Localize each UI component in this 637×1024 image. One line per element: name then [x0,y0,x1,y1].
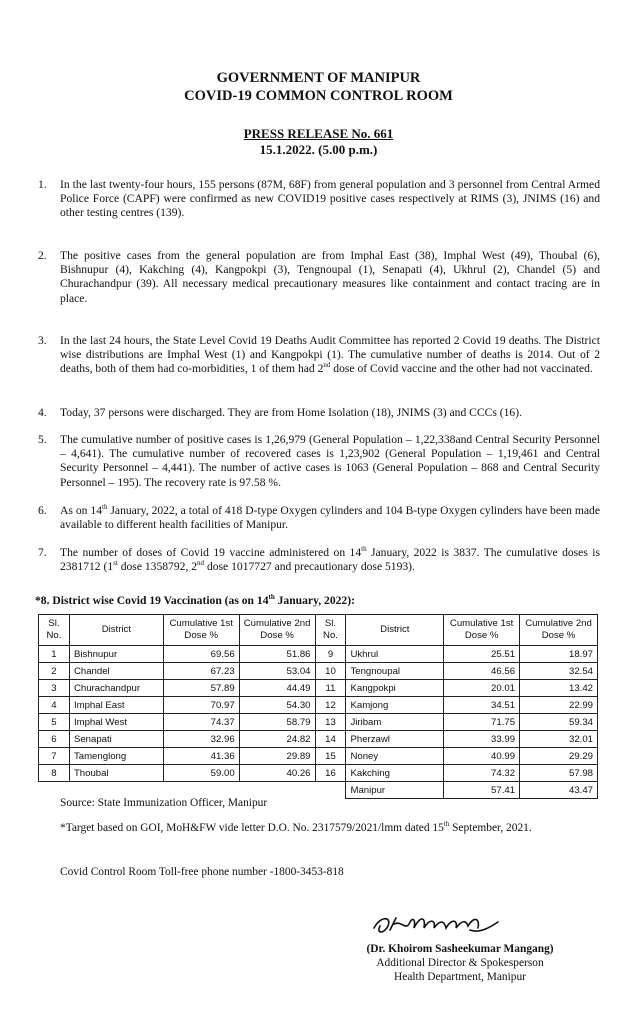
superscript: nd [197,559,205,568]
table-cell: 3 [39,680,70,697]
paragraph-text [60,334,600,377]
table-cell: 58.79 [239,714,315,731]
press-release-number: PRESS RELEASE No. 661 [243,126,394,141]
table-cell: Churachandpur [69,680,163,697]
table-cell: 14 [315,731,346,748]
paragraph-text: Today, 37 persons were discharged. They are from Home Isolation (18), JNIMS (3) and CCCs (16). [60,406,522,419]
text-part: In the last 24 hours, the State Level Covid 19 Deaths Audit Committee has reported 2 Covid 19 deaths. The District wise distributions are Imphal West (1) and Kangpokpi (1). The cumulative number of deaths is 2014. Out of 2 deaths, both of them had co-morbidities, 1 of them had 2 [60,334,600,376]
text-part: September, 2021. [449,822,532,834]
table-cell: 13 [315,714,346,731]
table-cell: 69.56 [163,646,239,663]
table-cell: 9 [315,646,346,663]
table-cell: 1 [39,646,70,663]
column-header: Cumulative 2nd Dose % [520,615,598,646]
vaccination-table [38,614,598,799]
table-cell: Manipur [346,782,444,799]
helpline: Covid Control Room Toll-free phone number -1800-3453-818 [60,866,344,878]
table-row [39,731,598,748]
table-row [39,748,598,765]
paragraph-number: 6. [38,504,47,517]
table-cell: 57.98 [520,765,598,782]
table-cell-empty [39,782,346,799]
table-cell: Tengnoupal [346,663,444,680]
table-row [39,697,598,714]
table-cell: Kakching [346,765,444,782]
table-cell: 71.75 [444,714,520,731]
table-row [39,714,598,731]
paragraph-number: 3. [38,334,47,347]
table-source: Source: State Immunization Officer, Manipur [60,797,268,809]
table-cell: 67.23 [163,663,239,680]
signatory-department: Health Department, Manipur [394,971,526,983]
table-cell: Tamenglong [69,748,163,765]
table-cell: 33.99 [444,731,520,748]
press-release-title [0,126,637,141]
table-cell: Pherzawl [346,731,444,748]
table-cell: 43.47 [520,782,598,799]
table-cell: Kangpokpi [346,680,444,697]
text-part: *8. District wise Covid 19 Vaccination (as on 14 [35,594,269,607]
table-cell: 57.89 [163,680,239,697]
text-part: *Target based on GOI, MoH&FW vide letter D.O. No. 2317579/2021/lmm dated 15 [60,822,444,834]
paragraph-text [60,504,600,532]
table-cell: 2 [39,663,70,680]
signature [370,908,520,942]
paragraph-number: 5. [38,433,47,446]
table-cell: 20.01 [444,680,520,697]
table-row [39,765,598,782]
signatory-designation: Additional Director & Spokesperson [376,957,544,969]
superscript: nd [323,361,331,370]
header-control-room: COVID-19 COMMON CONTROL ROOM [184,88,453,104]
column-header: Sl. No. [39,615,70,646]
table-total-row [39,782,598,799]
table-cell: 8 [39,765,70,782]
table-cell: 59.00 [163,765,239,782]
signatory-name: (Dr. Khoirom Sasheekumar Mangang) [366,943,554,955]
paragraph-number: 4. [38,406,47,419]
column-header: Sl. No. [315,615,346,646]
table-cell: 13.42 [520,680,598,697]
superscript: th [268,593,275,602]
superscript: st [113,559,118,568]
vaccination-table-title [35,594,355,607]
text-part: dose 1358792, 2 [117,560,198,574]
table-header-row [39,615,598,646]
superscript: th [443,820,450,829]
table-cell: 44.49 [239,680,315,697]
paragraph-text: The positive cases from the general population are from Imphal East (38), Imphal West (49), Thoubal (6), Bishnupur (4), Kakching (4), Kangpokpi (3), Tengnoupal (1), Senapati (4), Ukhrul (2), Chandel (5) and Churachandpur (39). All necessary medical precautionary measures like containment and contact tracing are in place. [60,249,600,305]
text-part: January, 2022 is 3837. The cumulative doses is 2381712 (1 [60,546,600,574]
press-release-datetime: 15.1.2022. (5.00 p.m.) [259,142,378,157]
table-cell: Thoubal [69,765,163,782]
table-cell: 4 [39,697,70,714]
paragraph-number: 1. [38,178,47,191]
paragraph-text: In the last twenty-four hours, 155 persons (87M, 68F) from general population and 3 personnel from Central Armed Police Force (CAPF) were confirmed as new COVID19 positive cases respectively at RIMS (3), JNIMS (16) and other testing centres (139). [60,178,600,220]
table-cell: 32.96 [163,731,239,748]
table-cell: 29.89 [239,748,315,765]
text-part: The number of doses of Covid 19 vaccine administered on 14 [60,546,362,559]
table-cell: 74.32 [444,765,520,782]
paragraph-number: 7. [38,546,47,559]
table-cell: 16 [315,765,346,782]
table-cell: 46.56 [444,663,520,680]
table-cell: 34.51 [444,697,520,714]
text-part: January, 2022): [274,594,355,607]
table-cell: 24.82 [239,731,315,748]
table-cell: Chandel [69,663,163,680]
paragraph-text: The cumulative number of positive cases is 1,26,979 (General Population – 1,22,338and Central Security Personnel – 4,641). The cumulative number of recovered cases is 1,23,902 (General Population – 1,19,461 and Central Security Personnel – 4,441). The number of active cases is 1063 (General Population – 868 and Central Security Personnel – 195). The recovery rate is 97.58 %. [60,433,600,489]
table-cell: 32.01 [520,731,598,748]
table-cell: Noney [346,748,444,765]
text-part: January, 2022, a total of 418 D-type Oxygen cylinders and 104 B-type Oxygen cylinders have been made available to different health facilities of Manipur. [60,504,600,532]
table-cell: Imphal East [69,697,163,714]
table-cell: 74.37 [163,714,239,731]
table-cell: 6 [39,731,70,748]
table-cell: 70.97 [163,697,239,714]
table-cell: 10 [315,663,346,680]
superscript: th [102,503,108,512]
table-cell: 12 [315,697,346,714]
table-cell: 40.26 [239,765,315,782]
column-header: Cumulative 2nd Dose % [239,615,315,646]
table-row [39,646,598,663]
table-cell: Ukhrul [346,646,444,663]
table-cell: 53.04 [239,663,315,680]
footnote [60,822,532,834]
column-header: District [69,615,163,646]
table-cell: 51.86 [239,646,315,663]
table-cell: 7 [39,748,70,765]
header-government: GOVERNMENT OF MANIPUR [216,70,421,86]
table-cell: 25.51 [444,646,520,663]
table-row [39,680,598,697]
text-part: dose 1017727 and precautionary dose 5193). [204,560,415,574]
table-cell: 29.29 [520,748,598,765]
table-row [39,663,598,680]
table-cell: 11 [315,680,346,697]
column-header: District [346,615,444,646]
table-cell: Jiribam [346,714,444,731]
text-part: dose of Covid vaccine and the other had not vaccinated. [330,362,593,376]
table-cell: 15 [315,748,346,765]
column-header: Cumulative 1st Dose % [163,615,239,646]
table-cell: 57.41 [444,782,520,799]
paragraph-text [60,546,600,574]
table-cell: Imphal West [69,714,163,731]
table-cell: Senapati [69,731,163,748]
table-cell: 22.99 [520,697,598,714]
table-cell: Kamjong [346,697,444,714]
paragraph-number: 2. [38,249,47,262]
table-cell: 54.30 [239,697,315,714]
text-part: As on 14 [60,504,102,517]
table-cell: 18.97 [520,646,598,663]
table-cell: 5 [39,714,70,731]
column-header: Cumulative 1st Dose % [444,615,520,646]
table-cell: 40.99 [444,748,520,765]
table-cell: Bishnupur [69,646,163,663]
table-cell: 59.34 [520,714,598,731]
table-cell: 32.54 [520,663,598,680]
superscript: th [361,545,367,554]
table-cell: 41.36 [163,748,239,765]
